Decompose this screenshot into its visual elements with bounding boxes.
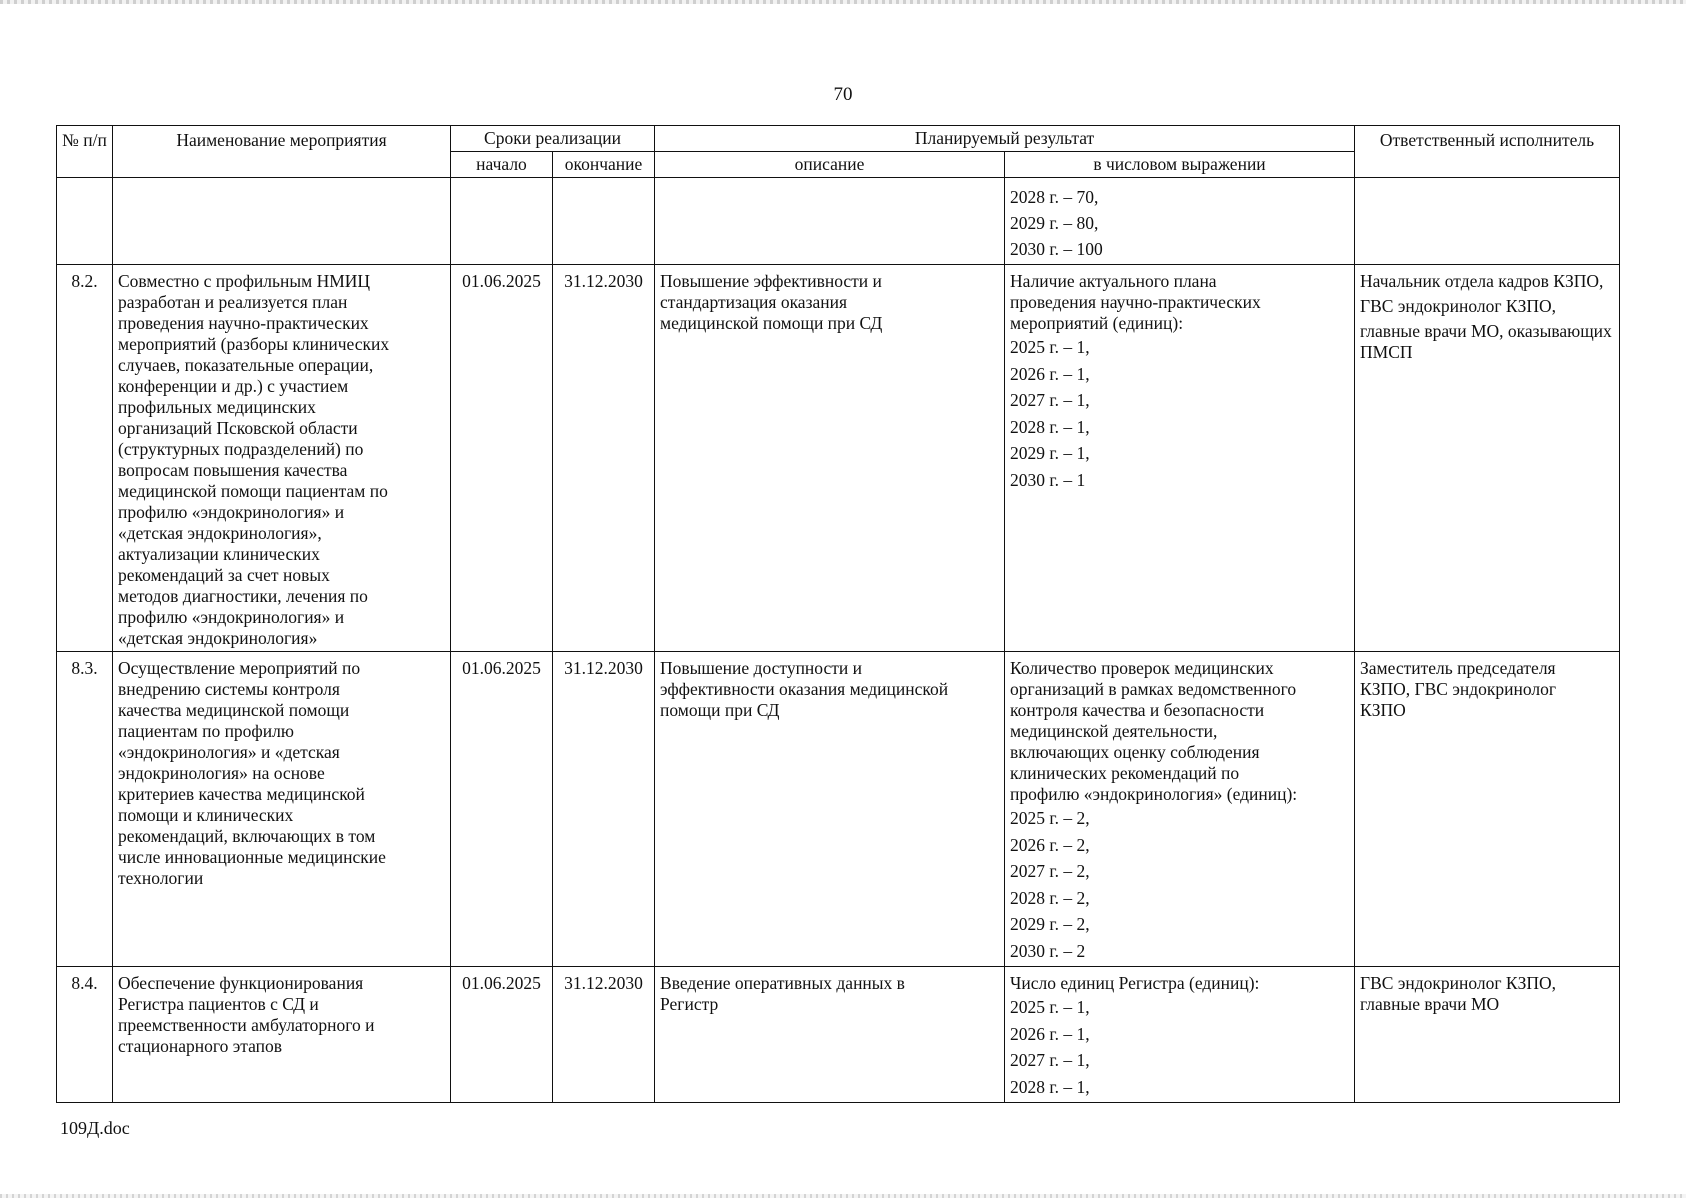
responsible-line: ГВС эндокринолог КЗПО, [1360,296,1557,316]
year-value: 2026 г. – 2, [1010,834,1090,855]
year-value: 2028 г. – 2, [1010,887,1090,908]
year-value: 2027 г. – 1, [1010,1050,1090,1070]
row-num [57,178,113,265]
name-line: мероприятий (разборы клинических [118,334,390,354]
header-result: Планируемый результат [655,126,1355,152]
numeric-intro-line: клинических рекомендаций по [1010,763,1240,783]
numeric-intro-line: медицинской деятельности, [1010,721,1218,741]
description-line: стандартизация оказания [660,292,848,312]
row-responsible [1355,178,1620,265]
header-name: Наименование мероприятия [113,126,451,178]
numeric-intro-line: проведения научно-практических [1010,292,1261,312]
row-name [113,178,451,265]
scan-edge-top [0,0,1686,4]
header-terms: Сроки реализации [451,126,655,152]
name-line: внедрению системы контроля [118,679,340,699]
numeric-intro-line: профилю «эндокринология» (единиц): [1010,784,1298,804]
activities-table [56,125,1620,1103]
header-responsible: Ответственный исполнитель [1355,126,1620,178]
row-description [655,652,1005,967]
name-line: актуализации клинических [118,544,320,564]
name-line: Осуществление мероприятий по [118,658,361,678]
name-line: стационарного этапов [118,1036,283,1056]
name-line: профильных медицинских [118,397,316,417]
row-end [553,178,655,265]
row-start: 01.06.2025 [451,265,553,652]
row-numeric [1005,652,1355,967]
numeric-intro-line: контроля качества и безопасности [1010,700,1265,720]
row-name [113,967,451,1103]
row-start: 01.06.2025 [451,967,553,1103]
row-name [113,265,451,652]
table-row-8-4 [57,967,1620,1103]
year-value: 2026 г. – 1, [1010,1023,1090,1044]
row-description [655,265,1005,652]
name-line: разработан и реализуется план [118,292,348,312]
name-line: медицинской помощи пациентам по [118,481,388,501]
name-line: числе инновационные медицинские [118,847,386,867]
name-line: вопросам повышения качества [118,460,348,480]
name-line: технологии [118,868,204,888]
responsible-line: КЗПО [1360,700,1406,720]
responsible-line: ГВС эндокринолог КЗПО, [1360,973,1557,993]
row-numeric [1005,265,1355,652]
scan-edge-bottom [0,1194,1686,1198]
row-description [655,967,1005,1103]
description-line: Повышение доступности и [660,658,863,678]
numeric-intro-line: Число единиц Регистра (единиц): [1010,973,1260,993]
year-value: 2025 г. – 1, [1010,337,1090,357]
header-description: описание [655,152,1005,178]
year-value: 2028 г. – 1, [1010,1076,1090,1097]
year-value: 2025 г. – 1, [1010,997,1090,1017]
name-line: профилю «эндокринология» и [118,502,345,522]
name-line: профилю «эндокринология» и [118,607,345,627]
row-responsible [1355,967,1620,1103]
row-start: 01.06.2025 [451,652,553,967]
year-value: 2030 г. – 100 [1010,239,1103,259]
footer-filename: 109Д.doc [60,1118,130,1138]
responsible-line: главные врачи МО, оказывающих ПМСП [1360,321,1612,362]
row-num: 8.2. [57,265,113,652]
name-line: преемственности амбулаторного и [118,1015,375,1035]
header-num: № п/п [57,126,113,178]
responsible-line: Заместитель председателя [1360,658,1556,678]
row-name [113,652,451,967]
table-row-continued [57,178,1620,265]
header-row-1 [57,126,1620,152]
name-line: эндокринология» на основе [118,763,325,783]
year-value: 2030 г. – 1 [1010,469,1086,490]
page-number: 70 [833,84,853,105]
row-numeric [1005,967,1355,1103]
year-value: 2027 г. – 2, [1010,861,1090,881]
header-end: окончание [553,152,655,178]
numeric-intro-line: мероприятий (единиц): [1010,313,1184,333]
name-line: рекомендаций, включающих в том [118,826,376,846]
row-responsible [1355,265,1620,652]
description-line: медицинской помощи при СД [660,313,883,333]
responsible-line: Начальник отдела кадров КЗПО, [1360,271,1604,291]
name-line: пациентам по профилю [118,721,294,741]
name-line: «детская эндокринология», [118,523,322,543]
name-line: Совместно с профильным НМИЦ [118,271,371,291]
name-line: Обеспечение функционирования [118,973,364,993]
responsible-line: КЗПО, ГВС эндокринолог [1360,679,1557,699]
name-line: критериев качества медицинской [118,784,365,804]
year-value: 2030 г. – 2 [1010,940,1086,961]
row-end: 31.12.2030 [553,967,655,1103]
name-line: случаев, показательные операции, [118,355,374,375]
numeric-intro-line: организаций в рамках ведомственного [1010,679,1297,699]
name-line: методов диагностики, лечения по [118,586,368,606]
name-line: организаций Псковской области [118,418,358,438]
row-num: 8.4. [57,967,113,1103]
year-value: 2027 г. – 1, [1010,390,1090,410]
name-line: конференции и др.) с участием [118,376,349,396]
header-numeric: в числовом выражении [1005,152,1355,178]
year-value: 2026 г. – 1, [1010,363,1090,384]
name-line: рекомендаций за счет новых [118,565,330,585]
table-row-8-2 [57,265,1620,652]
description-line: Регистр [660,994,719,1014]
name-line: помощи и клинических [118,805,294,825]
name-line: «эндокринология» и «детская [118,742,340,762]
row-start [451,178,553,265]
year-value: 2029 г. – 1, [1010,443,1090,463]
year-value: 2029 г. – 2, [1010,914,1090,934]
row-num: 8.3. [57,652,113,967]
description-line: помощи при СД [660,700,780,720]
year-value: 2029 г. – 80, [1010,213,1099,233]
name-line: качества медицинской помощи [118,700,350,720]
name-line: проведения научно-практических [118,313,369,333]
table-row-8-3 [57,652,1620,967]
description-line: Введение оперативных данных в [660,973,905,993]
row-responsible [1355,652,1620,967]
name-line: (структурных подразделений) по [118,439,364,459]
row-description [655,178,1005,265]
year-value: 2028 г. – 70, [1010,187,1099,207]
numeric-intro-line: Наличие актуального плана [1010,271,1217,291]
row-numeric [1005,178,1355,265]
year-value: 2025 г. – 2, [1010,808,1090,828]
numeric-intro-line: Количество проверок медицинских [1010,658,1274,678]
header-start: начало [451,152,553,178]
description-line: Повышение эффективности и [660,271,882,291]
name-line: «детская эндокринология» [118,628,318,648]
responsible-line: главные врачи МО [1360,994,1500,1014]
row-end: 31.12.2030 [553,265,655,652]
name-line: Регистра пациентов с СД и [118,994,319,1014]
year-value: 2028 г. – 1, [1010,416,1090,437]
description-line: эффективности оказания медицинской [660,679,949,699]
row-end: 31.12.2030 [553,652,655,967]
numeric-intro-line: включающих оценку соблюдения [1010,742,1260,762]
